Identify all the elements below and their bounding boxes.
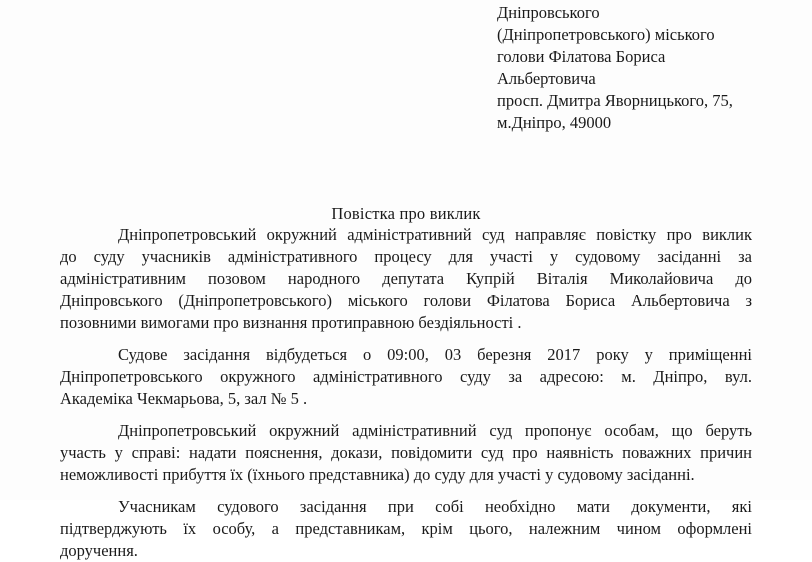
paragraph-line: доручення. <box>60 541 138 560</box>
paragraph-line: Дніпропетровський окружний адміністративний суд направляє повістку про виклик <box>118 225 752 244</box>
paragraph-line: Учасникам судового засідання при собі необхідно мати документи, які <box>118 497 752 516</box>
paragraph-line: Дніпропетровський окружний адміністративний суд пропонує особам, що беруть <box>118 421 752 440</box>
paragraph-court-request <box>60 420 752 486</box>
document-title: Повістка про виклик <box>331 204 481 223</box>
paragraph-documents-required <box>60 496 752 562</box>
paragraph-line: підтверджують їх особу, а представникам, крім цього, належним чином оформлені <box>60 519 752 538</box>
paragraph-hearing-details <box>60 344 752 410</box>
address-line: голови Філатова Бориса <box>497 47 666 66</box>
paragraph-line: Дніпропетровського окружного адміністративного суду за адресою: м. Дніпро, вул. <box>60 367 752 386</box>
recipient-address-block <box>497 2 797 134</box>
paragraph-line: Академіка Чекмарьова, 5, зал № 5 . <box>60 389 308 408</box>
address-line: просп. Дмитра Яворницького, 75, <box>497 91 733 110</box>
address-line: м.Дніпро, 49000 <box>497 113 612 132</box>
address-line: Дніпровського <box>497 3 600 22</box>
paragraph-line: адміністративним позовом народного депутата Купрій Віталія Миколайовича до <box>60 269 752 288</box>
paragraph-summons-intro <box>60 224 752 334</box>
address-line: (Дніпропетровського) міського <box>497 25 715 44</box>
paragraph-line: Судове засідання відбудеться о 09:00, 03 березня 2017 року у приміщенні <box>118 345 752 364</box>
address-line: Альбертовича <box>497 69 596 88</box>
paragraph-line: позовними вимогами про визнання протиправною бездіяльності . <box>60 313 522 332</box>
document-body <box>60 224 752 562</box>
paragraph-line: Дніпровського (Дніпропетровського) міського голови Філатова Бориса Альбертовича з <box>60 291 752 310</box>
paragraph-line: участь у справі: надати пояснення, докази, повідомити суд про наявність поважних причин <box>60 443 752 462</box>
paragraph-line: до суду учасників адміністративного процесу для участі у судовому засіданні за <box>60 247 752 266</box>
paragraph-line: неможливості прибуття їх (їхнього представника) до суду для участі у судовому засіданні. <box>60 465 695 484</box>
